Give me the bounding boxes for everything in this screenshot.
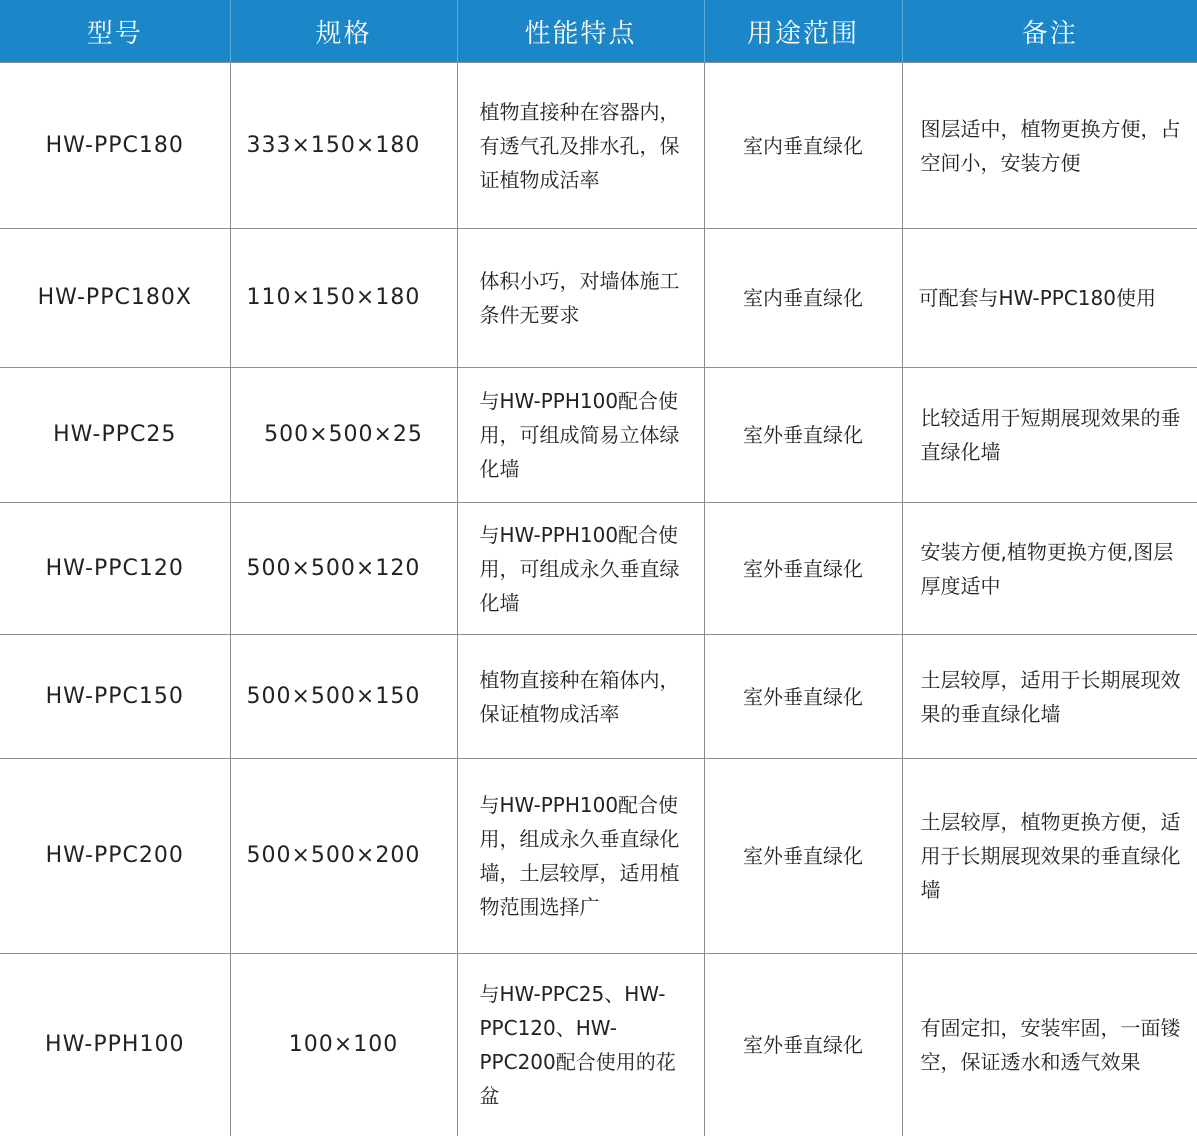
note-cell: 比较适用于短期展现效果的垂直绿化墙	[902, 368, 1197, 503]
table-row	[0, 759, 1197, 954]
spec-cell: 100×100	[230, 954, 457, 1136]
header-features: 性能特点	[457, 0, 704, 63]
note-cell: 安装方便,植物更换方便,图层厚度适中	[902, 503, 1197, 635]
model-cell: HW-PPC180X	[0, 229, 230, 368]
features-cell: 与HW-PPH100配合使用，可组成简易立体绿化墙	[457, 368, 704, 503]
model-cell: HW-PPC180	[0, 63, 230, 229]
spec-cell: 500×500×25	[230, 368, 457, 503]
usage-cell: 室内垂直绿化	[704, 63, 902, 229]
table-row	[0, 63, 1197, 229]
spec-cell: 110×150×180	[230, 229, 457, 368]
features-cell: 与HW-PPH100配合使用，可组成永久垂直绿化墙	[457, 503, 704, 635]
features-cell: 植物直接种在容器内，有透气孔及排水孔，保证植物成活率	[457, 63, 704, 229]
note-cell: 有固定扣，安装牢固，一面镂空，保证透水和透气效果	[902, 954, 1197, 1136]
usage-cell: 室外垂直绿化	[704, 503, 902, 635]
model-cell: HW-PPC150	[0, 635, 230, 759]
features-cell: 与HW-PPH100配合使用，组成永久垂直绿化墙，土层较厚，适用植物范围选择广	[457, 759, 704, 954]
spec-cell: 500×500×150	[230, 635, 457, 759]
usage-cell: 室外垂直绿化	[704, 368, 902, 503]
spec-cell: 500×500×120	[230, 503, 457, 635]
usage-cell: 室内垂直绿化	[704, 229, 902, 368]
table-header-row	[0, 0, 1197, 63]
header-spec: 规格	[230, 0, 457, 63]
spec-cell: 500×500×200	[230, 759, 457, 954]
spec-cell: 333×150×180	[230, 63, 457, 229]
header-usage: 用途范围	[704, 0, 902, 63]
note-cell: 图层适中，植物更换方便，占空间小，安装方便	[902, 63, 1197, 229]
table-row	[0, 503, 1197, 635]
table-row	[0, 635, 1197, 759]
header-note: 备注	[902, 0, 1197, 63]
features-cell: 植物直接种在箱体内，保证植物成活率	[457, 635, 704, 759]
table-row	[0, 954, 1197, 1136]
note-cell: 土层较厚，植物更换方便，适用于长期展现效果的垂直绿化墙	[902, 759, 1197, 954]
header-model: 型号	[0, 0, 230, 63]
usage-cell: 室外垂直绿化	[704, 954, 902, 1136]
note-cell: 可配套与HW-PPC180使用	[902, 229, 1197, 368]
usage-cell: 室外垂直绿化	[704, 759, 902, 954]
usage-cell: 室外垂直绿化	[704, 635, 902, 759]
model-cell: HW-PPC120	[0, 503, 230, 635]
model-cell: HW-PPC200	[0, 759, 230, 954]
model-cell: HW-PPH100	[0, 954, 230, 1136]
table-row	[0, 229, 1197, 368]
model-cell: HW-PPC25	[0, 368, 230, 503]
table-row	[0, 368, 1197, 503]
features-cell: 与HW-PPC25、HW-PPC120、HW-PPC200配合使用的花盆	[457, 954, 704, 1136]
note-cell: 土层较厚，适用于长期展现效果的垂直绿化墙	[902, 635, 1197, 759]
features-cell: 体积小巧，对墙体施工条件无要求	[457, 229, 704, 368]
